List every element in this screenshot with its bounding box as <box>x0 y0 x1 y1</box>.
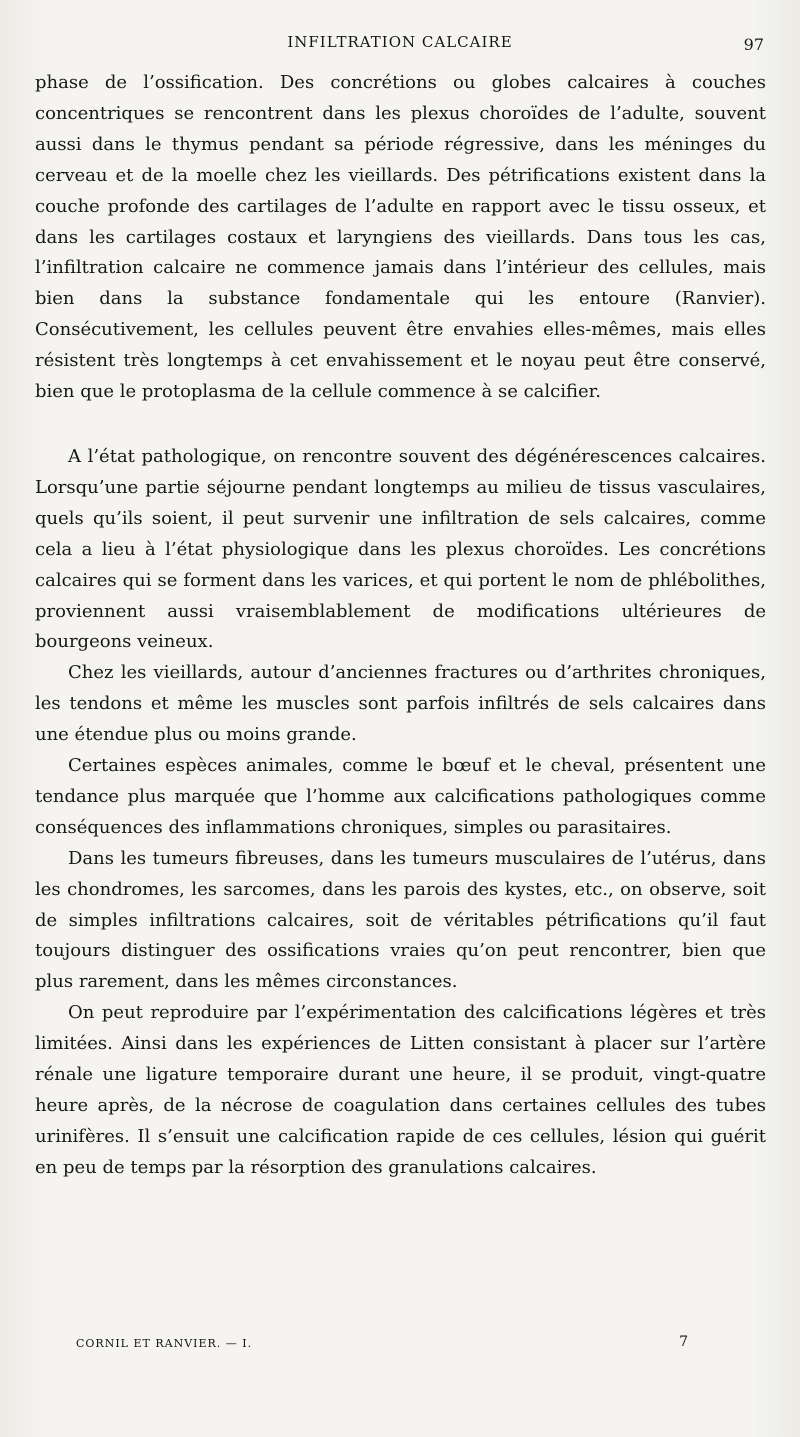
page-footer <box>76 1334 688 1357</box>
printer-signature: CORNIL ET RANVIER. — I. <box>76 1337 253 1350</box>
signature-number: 7 <box>679 1334 688 1350</box>
body-text <box>35 68 766 1184</box>
running-title: INFILTRATION CALCAIRE <box>287 33 513 51</box>
page-header <box>36 33 764 59</box>
paragraph-experimentation: On peut reproduire par l’expérimentation des calcifications légères et très limitées. Ainsi dans les expériences de Litten consistant à placer sur l’artère rénale une ligature temporaire durant une heure, il se produit, vingt-quatre heure après, de la nécrose de coagulation dans certaines cellules des tubes urinifères. Il s’ensuit une calcification rapide de ces cellules, lésion qui guérit en peu de temps par la résorption des granulations calcaires. <box>35 1002 766 1178</box>
paragraph-elderly: Chez les vieillards, autour d’anciennes fractures ou d’arthrites chroniques, les tendons et même les muscles sont parfois infiltrés de sels calcaires dans une étendue plus ou moins grande. <box>35 662 766 746</box>
paragraph-animal-species: Certaines espèces animales, comme le bœuf et le cheval, présentent une tendance plus marquée que l’homme aux calcifications pathologiques comme conséquences des inflammations chroniques, simples ou parasitaires. <box>35 755 766 838</box>
paragraph-tumors: Dans les tumeurs fibreuses, dans les tumeurs musculaires de l’utérus, dans les chondromes, les sarcomes, dans les parois des kystes, etc., on observe, soit de simples infiltrations calcaires, soit de véritables pétrifications qu’il faut toujours distinguer des ossifications vraies qu’on peut rencontrer, bien que plus rarement, dans les mêmes circonstances. <box>35 847 766 993</box>
page-number: 97 <box>743 35 764 54</box>
paragraph-ossification: phase de l’ossification. Des concrétions ou globes calcaires à couches concentriques se rencontrent dans les plexus choroïdes de l’adulte, souvent aussi dans le thymus pendant sa période régressive, dans les méninges du cerveau et de la moelle chez les vieillards. Des pétrifications existent dans la couche profonde des cartilages de l’adulte en rapport avec le tissu osseux, et dans les cartilages costaux et laryngiens des vieillards. Dans tous les cas, l’infiltration calcaire ne commence jamais dans l’intérieur des cellules, mais bien dans la substance fondamentale qui les entoure (Ranvier). Consécutivement, les cellules peuvent être envahies elles-mêmes, mais elles résistent très longtemps à cet envahissement et le noyau peut être conservé, bien que le protoplasma de la cellule commence à se calcifier. <box>35 72 766 403</box>
paragraph-pathological-state: A l’état pathologique, on rencontre souvent des dégénérescences calcaires. Lorsqu’une partie séjourne pendant longtemps au milieu de tissus vasculaires, quels qu’ils soient, il peut survenir une infiltration de sels calcaires, comme cela a lieu à l’état physiologique dans les plexus choroïdes. Les concrétions calcaires qui se forment dans les varices, et qui portent le nom de phlébolithes, proviennent aussi vraisemblablement de modifications ultérieures de bourgeons veineux. <box>35 445 766 653</box>
